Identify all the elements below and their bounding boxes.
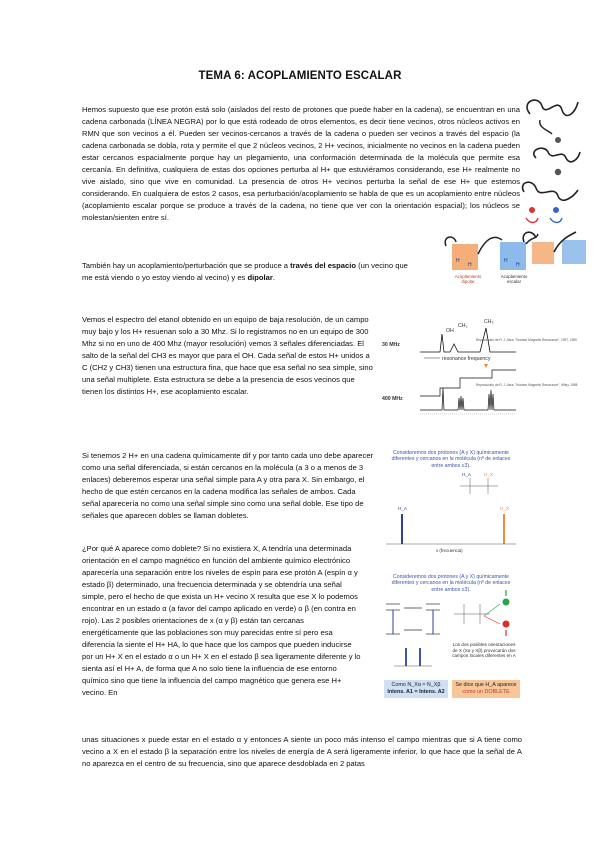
label-ch3: CH₃ [484, 319, 494, 325]
svg-text:H: H [456, 258, 460, 264]
paragraph-dipolar [82, 260, 418, 284]
paragraph-why-doublet [82, 543, 362, 699]
credit-1: Reproducido de R. J. Abra, "Nuclear Magnetic Resonance", 1997, 1980 [476, 338, 577, 342]
label-dipolar: Acoplamiento dipolar [454, 274, 482, 284]
dipolar-bold-1: través del espacio [290, 261, 356, 270]
box-left-line2: Intens. A1 = Intens. A2 [387, 689, 445, 695]
credit-2: Reproducido de R. J. Abra, "Nuclear Magnetic Resonance", Wiley, 1988 [476, 383, 578, 387]
caption-2: Consideremos dos protones (A y X) químicamente diferentes y cercanos en la molécula (nº de enlaces entre ambos ≤3). [391, 574, 511, 593]
dipolar-scalar-diagram [440, 232, 540, 294]
label-ha-top: H_A [462, 472, 471, 477]
paragraph-closing [82, 734, 522, 770]
label-scalar: Acoplamiento escalar [500, 274, 528, 284]
caption-3: Los dos posibles orientaciones de X (Xα y Xβ) provocarán dos campos locales diferentes en A [452, 642, 516, 659]
dipolar-bold-2: dipolar [247, 273, 273, 282]
intro-text: Hemos supuesto que ese protón está solo (aislados del resto de protones que puede haber en la cadena), se encuentran en una cadena carbonada (LÍNEA NEGRA) por lo que está rodeado de otros elementos, es decir tiene vecinos, otros núcleos activos en RMN que son vecinos a él. Pueden ser vecinos-cercanos a través de la cadena o pueden ser vecinos a través del espacio (la cadena carbonada se dobla, rota y permite el que 2 núcleos vecinos, 2 H+ vecinos, inicialmente no vecinos en la cadena pueden estar cercanos espacialmente porque hay un plegamiento, una conformación determinada de la molécula que permite esa cercanía. En definitiva, cualquiera de estas dos opciones perturba al H+ que estuviéramos considerando, ese H+ realmente no vive aislado, sino que vive en comunidad. La presencia de otros H+ vecinos perturba la señal de ese H+ que estemos considerando. En cualquiera de estos 2 casos, esa perturbación/acoplamiento se habla de que es un acoplamiento entre núcleos (acoplamiento escalar porque se produce a través de la cadena, no tiene que ver con la orientación espacial); los núcleos se molestan/sienten entre sí. [82, 105, 520, 222]
protons-ax-figure [380, 450, 520, 710]
label-30mhz: 30 MHz [382, 342, 400, 348]
ethanol-spectrum [380, 318, 578, 418]
label-hx-peak: H_X [500, 506, 509, 511]
why-doublet-text: ¿Por qué A aparece como doblete? Si no existiera X, A tendría una determinada orientación en el campo magnético en función del ambiente químico electrónico aparecería una separación entre los niveles de espín para ese protón A (espín α y estado β) determinado, una frecuencia determinada y se obtendría una señal simple, pero el hecho de que exista un H+ vecino X resulta que ese X lo podemos encontrar en un estado α (a favor del campo aplicado en verde) o β (en contra en rojo). Las 2 posibles orientaciones de x (α y β) están tan cercanas energéticamente que las poblaciones son muy parecidas entre sí pero esa diferencia la siente el H+ HA, lo que hace que los campos que pueden inducirse por un H+ X en el estado α o un H+ X en el estado β sea ligeramente diferente y lo sienta así el H+ A, de forma que A no solo tiene la influencia de ese entorno químico sino que tiene la influencia del campo magnético que genera ese H+ vecino. En [82, 544, 361, 697]
doublet-text: Si tenemos 2 H+ en una cadena químicamente dif y por tanto cada uno debe aparecer como una señal diferenciada, si están cercanos en la molécula (a 3 o a menos de 3 enlaces) deberemos esperar una señal simple para A y otra para X. Sin embargo, el hecho de que estén cercanos en la cadena modifica las señales de ambos. Cada señal aparecería no como una señal simple sino como una señal doble. Ese tipo de señales que aparecen dobles se llaman dobletes. [82, 451, 374, 520]
ethanol-text: Vemos el espectro del etanol obtenido en un equipo de baja resolución, de un campo muy bajo y los H+ resuenan solo a 30 Mhz. Si lo registramos no en un equipo de 300 Mhz si no en uno de 400 Mhz (mayor resolución) vemos 3 señales diferenciadas. El salto de la señal del CH3 es mayor que para el OH. Cada señal de estos H+ unidos a C (CH2 y CH3) tienen una estructura fina, que hace que esa señal no sea simple, sino una señal multiplete. Esta estructura se debe a la presencia de esos vecinos que tienen los distintos H+, ese acoplamiento escalar. [82, 315, 373, 396]
paragraph-doublet [82, 450, 374, 522]
label-ha-peak: H_A [398, 506, 407, 511]
page-title: TEMA 6: ACOPLAMIENTO ESCALAR [198, 70, 402, 82]
svg-text:H: H [516, 262, 520, 268]
dipolar-text-3: . [272, 273, 275, 282]
paragraph-ethanol [82, 314, 376, 398]
resonance-label: resonance frequency [442, 356, 491, 362]
doublet-box [452, 680, 520, 698]
box-right-line1: Se dice que H_A aparece [455, 682, 517, 688]
box-left-line1: Como N_Xα ≈ N_Xβ [391, 682, 441, 688]
paragraph-intro [82, 104, 520, 224]
label-400mhz: 400 MHz [382, 396, 403, 402]
label-ch2: CH₂ [458, 323, 468, 329]
box-right-line2: como un DOBLETE [462, 689, 510, 695]
label-oh: OH [446, 328, 454, 334]
caption-1: Consideremos dos protones (A y X) químicamente diferentes y cercanos en la molécula (nº de enlaces entre ambos ≤3). [391, 450, 511, 469]
dipolar-text-1: También hay un acoplamiento/perturbación que se produce a [82, 261, 291, 270]
svg-text:H: H [468, 262, 472, 268]
axis-frequency: ν (frecuencia) [436, 548, 463, 553]
svg-text:H: H [504, 258, 508, 264]
dipolar-text-2: (un vecino que me está viendo o yo estoy viendo al vecino) y es [82, 261, 408, 282]
label-hx-top: H_X [484, 472, 493, 477]
equal-intensity-box [384, 680, 448, 698]
closing-text: unas situaciones x puede estar en el estado α y entonces A siente un poco más intenso el campo mientras que si A tiene como vecino a X en el estado β la separación entre los niveles de energía de A será ligeramente inferior, lo que hace que la señal de A no aparezca en el centro de su frecuencia, sino que aparece desdoblada en 2 patas [82, 735, 522, 768]
